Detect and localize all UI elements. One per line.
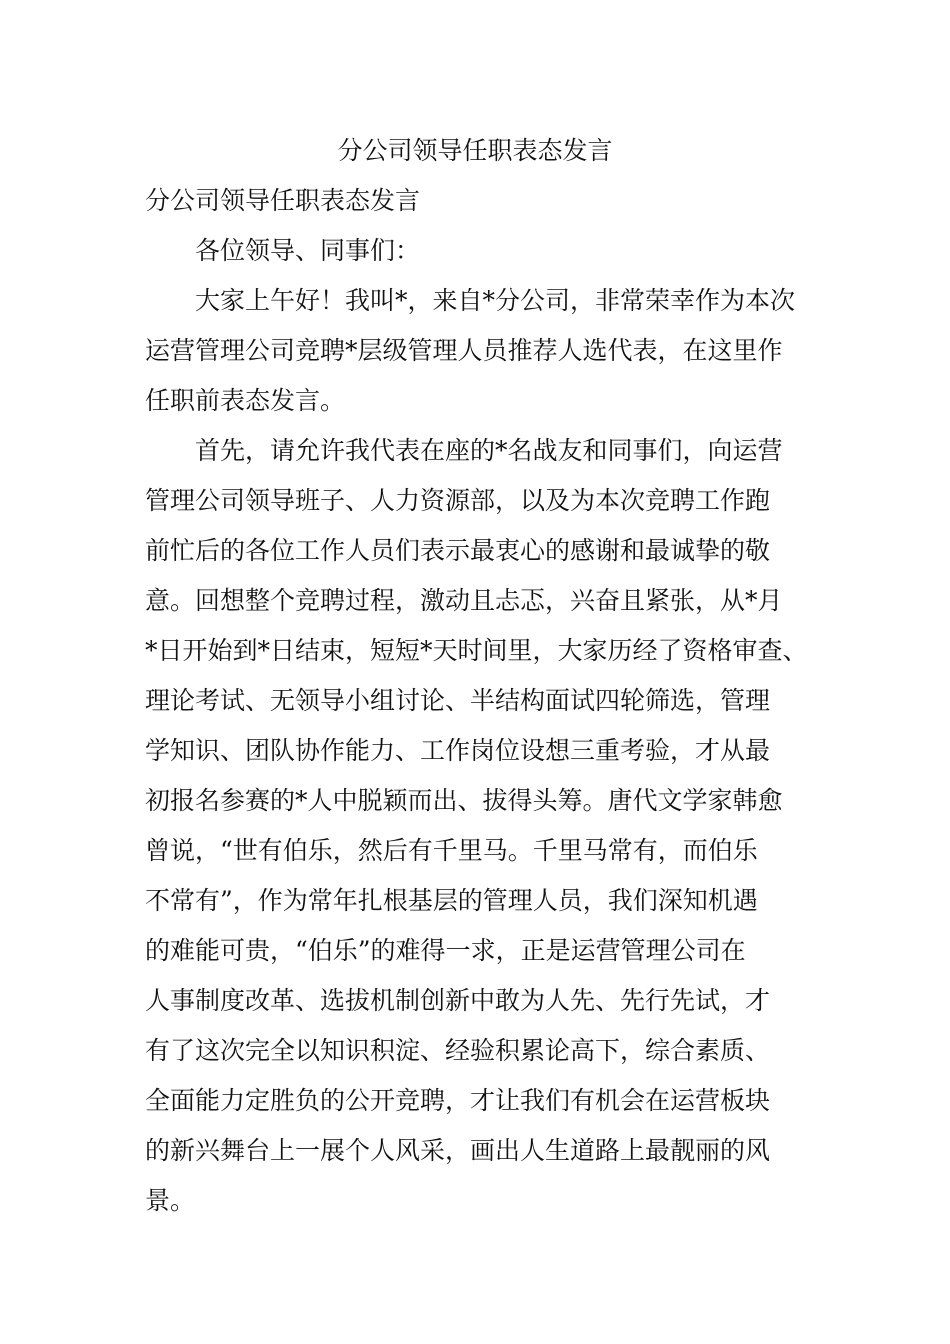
body-line: 首先，请允许我代表在座的*名战友和同事们，向运营 — [145, 436, 783, 465]
body-line: 初报名参赛的*人中脱颖而出、拔得头筹。唐代文学家韩愈 — [145, 786, 783, 815]
body-line: 的难能可贵，“伯乐”的难得一求，正是运营管理公司在 — [145, 936, 746, 965]
body-line: 人事制度改革、选拔机制创新中敢为人先、先行先试，才 — [145, 986, 771, 1015]
body-line: 不常有”，作为常年扎根基层的管理人员，我们深知机遇 — [145, 886, 758, 915]
body-line: *日开始到*日结束，短短*天时间里，大家历经了资格审查、 — [145, 636, 808, 665]
body-line: 任职前表态发言。 — [145, 386, 346, 415]
body-line: 前忙后的各位工作人员们表示最衷心的感谢和最诚挚的敬 — [145, 536, 771, 565]
body-line: 大家上午好！我叫*，来自*分公司，非常荣幸作为本次 — [145, 286, 796, 315]
body-line: 各位领导、同事们： — [145, 236, 421, 265]
body-line: 意。回想整个竞聘过程，激动且忐忑，兴奋且紧张，从*月 — [145, 586, 783, 615]
body-line: 学知识、团队协作能力、工作岗位设想三重考验，才从最 — [145, 736, 771, 765]
body-line: 有了这次完全以知识积淀、经验积累论高下，综合素质、 — [145, 1036, 771, 1065]
document-title: 分公司领导任职表态发言 — [337, 136, 613, 165]
body-line: 曾说，“世有伯乐，然后有千里马。千里马常有，而伯乐 — [145, 836, 758, 865]
body-line: 管理公司领导班子、人力资源部，以及为本次竞聘工作跑 — [145, 486, 771, 515]
body-line: 的新兴舞台上一展个人风采，画出人生道路上最靓丽的风 — [145, 1136, 771, 1165]
body-line: 景。 — [145, 1186, 196, 1215]
body-line: 全面能力定胜负的公开竞聘，才让我们有机会在运营板块 — [145, 1086, 771, 1115]
body-line: 运营管理公司竞聘*层级管理人员推荐人选代表，在这里作 — [145, 336, 783, 365]
body-line: 理论考试、无领导小组讨论、半结构面试四轮筛选，管理 — [145, 686, 771, 715]
document-subtitle: 分公司领导任职表态发言 — [145, 186, 421, 215]
